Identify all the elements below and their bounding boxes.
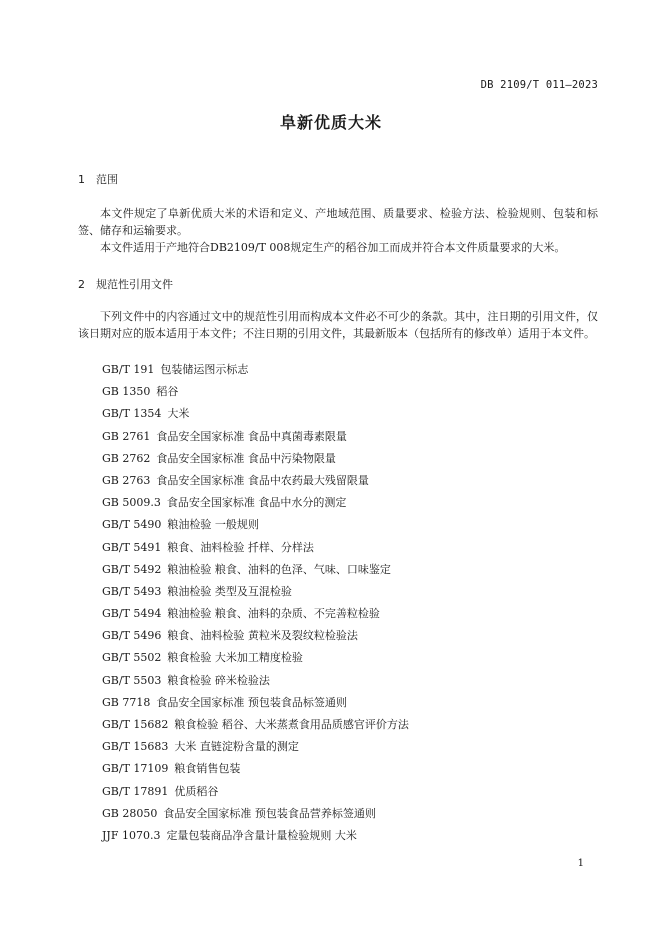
section-number: 2 [78,278,85,291]
section-1-paragraph-2: 本文件适用于产地符合DB2109/T 008规定生产的稻谷加工而成并符合本文件质量要求的大米。 [100,241,566,254]
reference-code: GB 28050 [102,806,158,820]
reference-title: 大米 直链淀粉含量的测定 [174,740,299,754]
reference-title: 粮食、油料检验 黄粒米及裂纹粒检验法 [167,629,358,643]
section-1-paragraph-1: 本文件规定了阜新优质大米的术语和定义、产地域范围、质量要求、检验方法、检验规则、包装和标签、储存和运输要求。 [78,207,598,237]
reference-code: GB 7718 [102,695,151,709]
reference-item [102,825,409,847]
reference-code: GB 1350 [102,385,151,399]
section-1-heading [78,171,118,187]
reference-code: GB/T 15683 [102,740,169,754]
reference-item [102,359,409,381]
reference-code: GB 2763 [102,473,151,487]
reference-code: JJF 1070.3 [102,828,161,842]
page-number: 1 [577,858,584,869]
reference-item [102,781,409,803]
reference-item [102,625,409,647]
section-2-heading [78,276,173,292]
reference-title: 粮食检验 稻谷、大米蒸煮食用品质感官评价方法 [174,718,409,731]
section-2-intro: 下列文件中的内容通过文中的规范性引用而构成本文件必不可少的条款。其中，注日期的引用文件，仅该日期对应的版本适用于本文件；不注日期的引用文件，其最新版本（包括所有的修改单）适用于本文件。 [78,310,598,340]
reference-item [102,670,409,692]
reference-item [102,803,409,825]
reference-title: 粮油检验 类型及互混检验 [167,584,292,598]
reference-title: 稻谷 [156,385,179,399]
reference-code: GB 2761 [102,429,151,443]
reference-item [102,692,409,714]
document-code: DB 2109/T 011—2023 [480,79,598,91]
reference-code: GB/T 5493 [102,584,162,598]
reference-item [102,514,409,536]
reference-title: 食品安全国家标准 食品中污染物限量 [156,451,336,465]
reference-list [102,359,409,847]
reference-code: GB/T 5490 [102,518,162,532]
reference-code: GB/T 5492 [102,562,162,576]
reference-title: 粮油检验 粮食、油料的杂质、不完善粒检验 [167,607,380,621]
reference-item [102,426,409,448]
reference-item [102,714,409,736]
reference-title: 粮食、油料检验 扦样、分样法 [167,540,314,554]
reference-title: 大米 [167,407,190,421]
reference-code: GB 5009.3 [102,496,161,510]
reference-code: GB/T 1354 [102,407,162,421]
reference-title: 食品安全国家标准 预包装食品营养标签通则 [163,806,376,820]
reference-item [102,559,409,581]
reference-title: 粮油检验 粮食、油料的色泽、气味、口味鉴定 [167,562,391,576]
reference-code: GB/T 17891 [102,784,169,798]
reference-item [102,758,409,780]
reference-code: GB 2762 [102,451,151,465]
reference-item [102,403,409,425]
section-number: 1 [78,173,85,186]
reference-title: 优质稻谷 [174,784,219,798]
reference-code: GB/T 5496 [102,629,162,643]
reference-title: 食品安全国家标准 食品中农药最大残留限量 [156,473,369,487]
section-title: 规范性引用文件 [96,278,173,291]
reference-item [102,448,409,470]
reference-item [102,736,409,758]
reference-title: 粮食检验 碎米检验法 [167,673,270,687]
reference-code: GB/T 5494 [102,607,162,621]
reference-item [102,647,409,669]
reference-code: GB/T 5503 [102,673,162,687]
reference-title: 粮食检验 大米加工精度检验 [167,651,303,665]
reference-title: 粮油检验 一般规则 [167,518,259,532]
reference-code: GB/T 17109 [102,762,169,776]
reference-item [102,537,409,559]
reference-title: 定量包装商品净含量计量检验规则 大米 [166,828,357,842]
reference-item [102,581,409,603]
document-title: 阜新优质大米 [279,113,382,132]
reference-title: 食品安全国家标准 食品中真菌毒素限量 [156,429,347,443]
reference-item [102,381,409,403]
reference-code: GB/T 5502 [102,651,162,665]
reference-code: GB/T 15682 [102,718,169,731]
reference-item [102,470,409,492]
section-title: 范围 [96,173,118,186]
reference-title: 包装储运图示标志 [160,363,249,376]
reference-title: 粮食销售包装 [174,762,241,776]
reference-title: 食品安全国家标准 预包装食品标签通则 [156,695,347,709]
reference-code: GB/T 5491 [102,540,162,554]
reference-item [102,492,409,514]
reference-title: 食品安全国家标准 食品中水分的测定 [166,496,347,510]
reference-code: GB/T 191 [102,363,155,376]
reference-item [102,603,409,625]
